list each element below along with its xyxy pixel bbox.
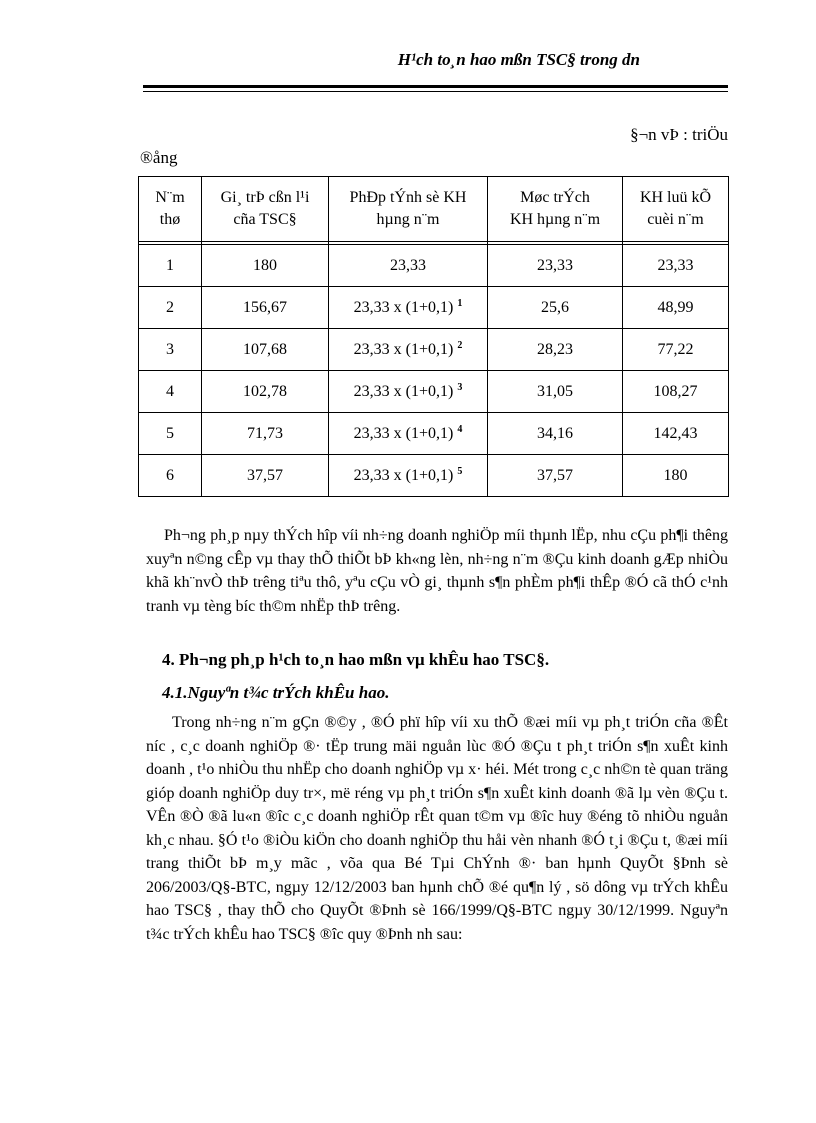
cell-cumulative: 180 <box>623 455 729 497</box>
section-heading-4: 4. Ph¬ng ph¸p h¹ch to¸n hao mßn vµ khÊu hao TSC§. <box>162 650 550 669</box>
cell-year: 1 <box>139 245 202 287</box>
cell-value: 102,78 <box>202 371 329 413</box>
depreciation-table <box>138 176 729 497</box>
table-row <box>139 245 729 287</box>
cell-rate: 34,16 <box>488 413 623 455</box>
cell-rate: 37,57 <box>488 455 623 497</box>
cell-value: 156,67 <box>202 287 329 329</box>
table-row <box>139 371 729 413</box>
section-heading-4-1: 4.1.Nguyªn t¾c trÝch khÊu hao. <box>162 683 390 702</box>
cell-calc: 23,33 x (1+0,1) $^1$ <box>329 287 488 329</box>
cell-cumulative: 48,99 <box>623 287 729 329</box>
table-row <box>139 287 729 329</box>
cell-calc: 23,33 x (1+0,1) $^5$ <box>329 455 488 497</box>
header-remaining-value: Gi¸ trÞ cßn l¹i cña TSC§ <box>202 177 329 242</box>
table-row <box>139 413 729 455</box>
cell-rate: 25,6 <box>488 287 623 329</box>
cell-year: 4 <box>139 371 202 413</box>
cell-rate: 31,05 <box>488 371 623 413</box>
header-calculation: PhÐp tÝnh sè KH hµng n¨m <box>329 177 488 242</box>
cell-value: 37,57 <box>202 455 329 497</box>
paragraph-method-suitability: Ph¬ng ph¸p nµy thÝch hîp víi nh÷ng doanh nghiÖp míi thµnh lËp, nhu cÇu ph¶i thêng xuyªn n©ng cÊp vµ thay thÕ thiÕt bÞ kh«ng lèn, nh÷ng n¨m ®Çu kinh doanh gÆp nhiÒu khã kh¨nvÒ thÞ trêng tiªu thô, yªu cÇu vÒ gi¸ thµnh s¶n phÈm ph¶i thÊp ®Ó cã thÓ c¹nh tranh vµ tèng bíc th©m nhËp thÞ trêng. <box>146 527 728 615</box>
header-rule-thick <box>143 85 728 88</box>
cell-year: 6 <box>139 455 202 497</box>
table-header-row <box>139 177 729 242</box>
header-cumulative-depreciation: KH luü kÕ cuèi n¨m <box>623 177 729 242</box>
cell-cumulative: 108,27 <box>623 371 729 413</box>
cell-cumulative: 77,22 <box>623 329 729 371</box>
cell-rate: 23,33 <box>488 245 623 287</box>
cell-cumulative: 142,43 <box>623 413 729 455</box>
cell-calc: 23,33 x (1+0,1) $^4$ <box>329 413 488 455</box>
cell-value: 71,73 <box>202 413 329 455</box>
cell-rate: 28,23 <box>488 329 623 371</box>
unit-label: §¬n vÞ : triÖu <box>630 125 728 144</box>
header-year: N¨m thø <box>139 177 202 242</box>
cell-cumulative: 23,33 <box>623 245 729 287</box>
table-row <box>139 329 729 371</box>
table-row <box>139 455 729 497</box>
cell-calc: 23,33 x (1+0,1) $^3$ <box>329 371 488 413</box>
cell-calc: 23,33 x (1+0,1) $^2$ <box>329 329 488 371</box>
unit-label-continued: ®ång <box>140 148 178 167</box>
cell-year: 3 <box>139 329 202 371</box>
paragraph-depreciation-principles: Trong nh÷ng n¨m gÇn ®©y , ®Ó phï hîp víi xu thÕ ®æi míi vµ ph¸t triÓn cña ®Êt níc , c¸c doanh nghiÖp ®· tËp trung mäi nguån lùc ®Ó ®Çu t ph¸t triÓn s¶n xuÊt kinh doanh , t¹o nhiÒu thu nhËp cho doanh nghiÖp vµ x· héi. Mét trong c¸c nh©n tè quan träng gióp doanh nghiÖp duy tr×, më réng vµ ph¸t triÓn s¶n xuÊt kinh doanh ®ã lµ vèn ®Çu t. VÊn ®Ò ®ã lu«n ®îc c¸c doanh nghiÖp rÊt quan t©m vµ ®îc huy ®éng tõ nhiÒu nguån kh¸c nhau. §Ó t¹o ®iÒu kiÖn cho doanh nghiÖp thu håi vèn nhanh ®Ó t¸i ®Çu t, ®æi míi trang thiÕt bÞ m¸y mãc , võa qua Bé Tµi ChÝnh ®· ban hµnh QuyÕt §Þnh sè 206/2003/Q§-BTC, ngµy 12/12/2003 ban hµnh chÕ ®é qu¶n lý , sö dông vµ trÝch khÊu hao TSC§ , thay thÕ cho QuyÕt ®Þnh sè 166/1999/Q§-BTC ngµy 30/12/1999. Nguyªn t¾c trÝch khÊu hao TSC§ ®îc quy ®Þnh nh sau: <box>146 714 728 943</box>
cell-calc: 23,33 <box>329 245 488 287</box>
cell-year: 5 <box>139 413 202 455</box>
page-header-title: H¹ch to¸n hao mßn TSC§ trong dn <box>397 50 640 69</box>
cell-year: 2 <box>139 287 202 329</box>
cell-value: 180 <box>202 245 329 287</box>
cell-value: 107,68 <box>202 329 329 371</box>
header-annual-depreciation: Møc trÝch KH hµng n¨m <box>488 177 623 242</box>
header-rule-thin <box>143 91 728 92</box>
